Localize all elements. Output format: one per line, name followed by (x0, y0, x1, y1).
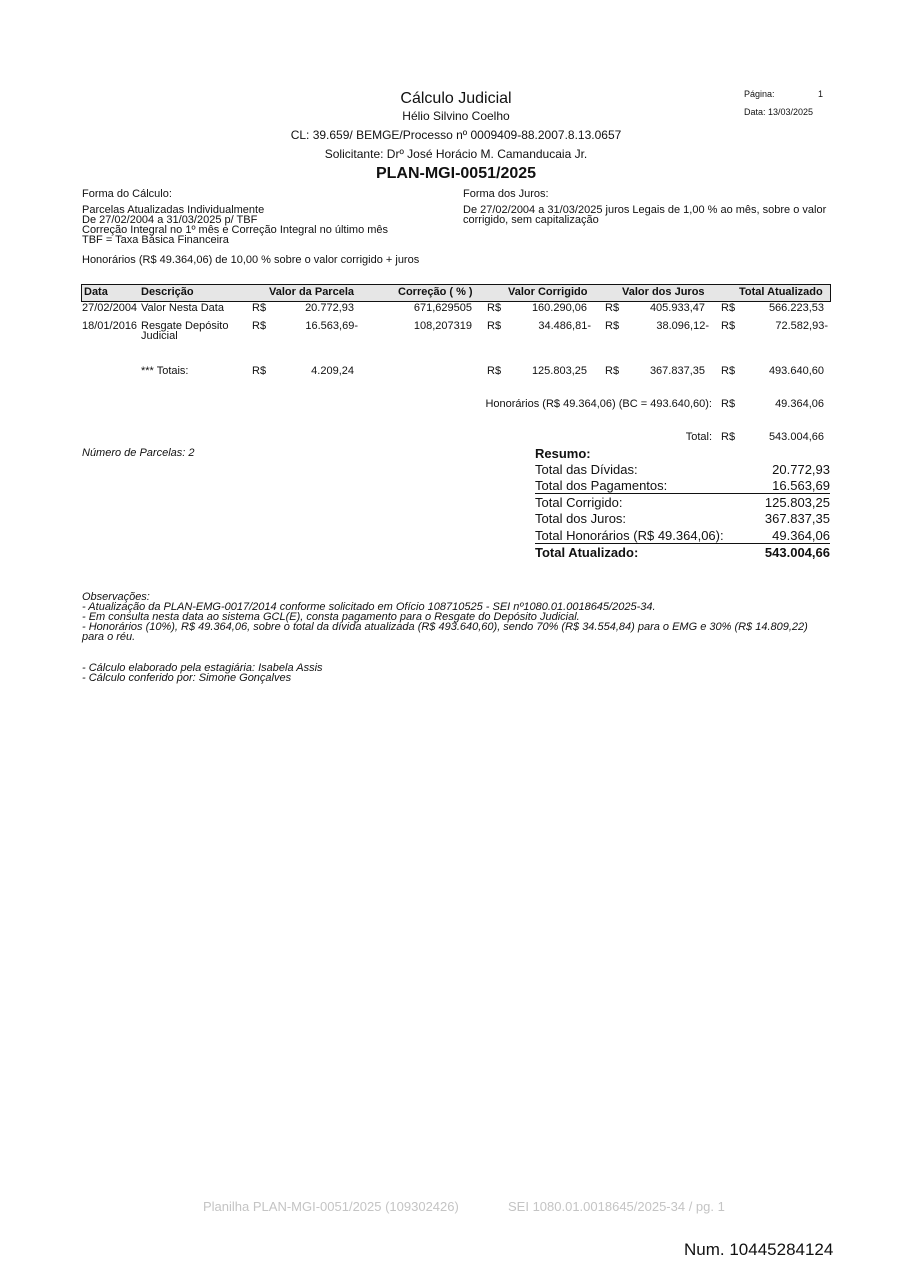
notes-line: - Atualização da PLAN-EMG-0017/2014 conforme solicitado em Ofício 108710525 - SEI nº1080.01.0018645/2025-34. (82, 601, 656, 613)
row-description-cont: Judicial (141, 330, 178, 342)
author-name: Hélio Silvino Coelho (402, 109, 510, 123)
col-header-date: Data (84, 286, 108, 298)
summary-title: Resumo: (535, 446, 591, 461)
currency-symbol: R$ (721, 431, 736, 443)
summary-label: Total Honorários (R$ 49.364,06): (535, 528, 724, 543)
summary-value: 20.772,93 (772, 462, 830, 477)
table-header (81, 284, 831, 302)
currency-symbol: R$ (605, 365, 620, 377)
calc-form-line: De 27/02/2004 a 31/03/2025 p/ TBF (82, 214, 258, 226)
page-number: 1 (818, 89, 824, 99)
notes-line: - Em consulta nesta data ao sistema GCL(E), consta pagamento para o Resgate do Depósito Judicial. (82, 611, 580, 623)
summary-value: 16.563,69 (772, 478, 830, 493)
requester: Solicitante: Drº José Horácio M. Camanducaia Jr. (324, 147, 588, 161)
col-header-corrected: Valor Corrigido (508, 286, 588, 298)
currency-symbol: R$ (721, 398, 736, 410)
col-header-installment: Valor da Parcela (269, 286, 354, 298)
currency-symbol: R$ (252, 320, 267, 332)
credit-line: - Cálculo elaborado pela estagiária: Isabela Assis (82, 662, 323, 674)
page-label: Página: (744, 89, 775, 99)
fees-description: Honorários (R$ 49.364,06) de 10,00 % sobre o valor corrigido + juros (82, 254, 420, 266)
summary-label: Total das Dívidas: (535, 462, 638, 477)
interest-form-line: De 27/02/2004 a 31/03/2025 juros Legais de 1,00 % ao mês, sobre o valor (463, 204, 827, 216)
col-header-total: Total Atualizado (739, 286, 823, 298)
plan-code: PLAN-MGI-0051/2025 (375, 165, 537, 182)
col-header-interest: Valor dos Juros (622, 286, 705, 298)
summary-divider (535, 543, 830, 544)
currency-symbol: R$ (721, 365, 736, 377)
currency-symbol: R$ (721, 320, 736, 332)
totals-interest: 367.837,35 (649, 365, 705, 377)
row-correction: 671,629505 (413, 302, 472, 314)
interest-form-line: corrigido, sem capitalização (463, 214, 599, 226)
installments-count: Número de Parcelas: 2 (82, 447, 195, 459)
totals-total: 493.640,60 (768, 365, 824, 377)
row-total: 72.582,93- (775, 320, 828, 332)
totals-installment: 4.209,24 (311, 365, 354, 377)
summary-label: Total dos Pagamentos: (535, 478, 668, 493)
credit-line: - Cálculo conferido por: Simone Gonçalves (82, 672, 292, 684)
calc-form-line: TBF = Taxa Básica Financeira (82, 234, 229, 246)
process-number: CL: 39.659/ BEMGE/Processo nº 0009409-88.2007.8.13.0657 (290, 128, 622, 142)
row-date: 18/01/2016 (82, 320, 138, 332)
calc-form-line: Correção Integral no 1º mês e Correção Integral no último mês (82, 224, 389, 236)
row-total: 566.223,53 (768, 302, 824, 314)
document-date: Data: 13/03/2025 (744, 107, 814, 117)
footer-sheet: Planilha PLAN-MGI-0051/2025 (109302426) (203, 1199, 459, 1214)
row-interest: 405.933,47 (649, 302, 705, 314)
row-description: Resgate Depósito (141, 320, 229, 332)
col-header-description: Descrição (141, 286, 194, 298)
currency-symbol: R$ (487, 320, 502, 332)
grand-total-value: 543.004,66 (768, 431, 824, 443)
calc-form-label: Forma do Cálculo: (82, 188, 172, 200)
interest-form-label: Forma dos Juros: (463, 188, 549, 200)
calc-form-line: Parcelas Atualizadas Individualmente (82, 204, 265, 216)
row-installment: 16.563,69- (305, 320, 358, 332)
footer-num: Num. 10445284124 (684, 1240, 834, 1259)
currency-symbol: R$ (605, 302, 620, 314)
row-corrected: 160.290,06 (531, 302, 587, 314)
summary-divider (535, 493, 830, 494)
row-correction: 108,207319 (413, 320, 472, 332)
grand-total-label: Total: (685, 431, 712, 443)
currency-symbol: R$ (605, 320, 620, 332)
summary-value: 367.837,35 (764, 511, 830, 526)
currency-symbol: R$ (487, 302, 502, 314)
totals-corrected: 125.803,25 (531, 365, 587, 377)
currency-symbol: R$ (252, 365, 267, 377)
fees-label: Honorários (R$ 49.364,06) (BC = 493.640,60): (485, 398, 712, 410)
row-description: Valor Nesta Data (141, 302, 224, 314)
fees-value: 49.364,06 (775, 398, 824, 410)
summary-label: Total dos Juros: (535, 511, 627, 526)
notes-line: - Honorários (10%), R$ 49.364,06, sobre o total da dívida atualizada (R$ 493.640,60), sendo 70% (R$ 34.554,84) para o EMG e 30% (R$ 14.809,22) (82, 621, 808, 633)
row-date: 27/02/2004 (82, 302, 138, 314)
col-header-correction: Correção ( % ) (398, 286, 473, 298)
footer-sei: SEI 1080.01.0018645/2025-34 / pg. 1 (508, 1199, 725, 1214)
summary-value: 543.004,66 (764, 545, 830, 560)
currency-symbol: R$ (487, 365, 502, 377)
currency-symbol: R$ (721, 302, 736, 314)
row-interest: 38.096,12- (656, 320, 709, 332)
notes-title: Observações: (82, 591, 150, 603)
summary-value: 125.803,25 (764, 495, 830, 510)
totals-label: *** Totais: (141, 365, 189, 377)
document-title: Cálculo Judicial (400, 90, 512, 107)
row-corrected: 34.486,81- (538, 320, 591, 332)
notes-line: para o réu. (82, 631, 136, 643)
row-installment: 20.772,93 (305, 302, 354, 314)
summary-value: 49.364,06 (772, 528, 830, 543)
summary-label: Total Corrigido: (535, 495, 623, 510)
currency-symbol: R$ (252, 302, 267, 314)
summary-label: Total Atualizado: (535, 545, 639, 560)
